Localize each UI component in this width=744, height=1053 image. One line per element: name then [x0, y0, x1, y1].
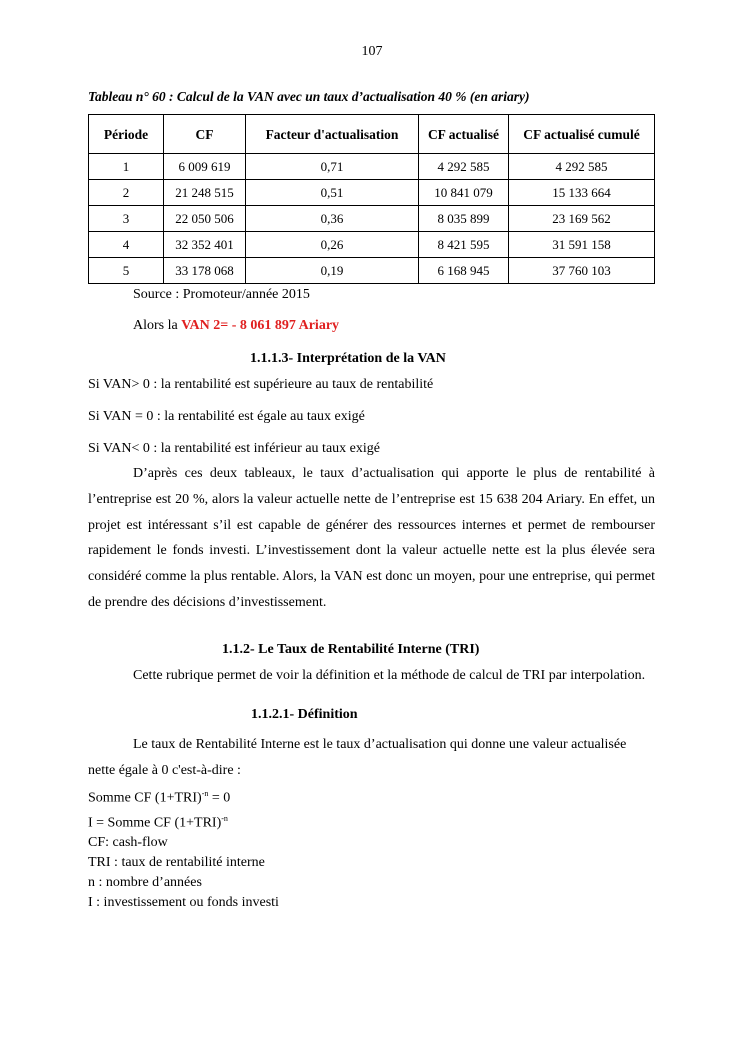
cell-cf-actualise: 10 841 079: [419, 180, 509, 206]
formula-tri-exponent: -n: [201, 789, 209, 798]
formula-investment-base: I = Somme CF (1+TRI): [88, 815, 222, 831]
table-row: [89, 232, 655, 258]
cell-periode: 3: [89, 206, 164, 232]
cell-cf-cumule: 37 760 103: [509, 258, 655, 284]
cell-periode: 4: [89, 232, 164, 258]
cell-periode: 2: [89, 180, 164, 206]
cell-cf: 33 178 068: [164, 258, 246, 284]
van-result: [133, 318, 339, 334]
van-result-prefix: Alors la: [133, 318, 182, 333]
cell-cf-cumule: 23 169 562: [509, 206, 655, 232]
paragraph-tri-intro: Cette rubrique permet de voir la définition et la méthode de calcul de TRI par interpolation.: [133, 668, 646, 683]
van-table: [88, 114, 655, 284]
heading-tri: 1.1.2- Le Taux de Rentabilité Interne (TRI): [222, 642, 480, 657]
table-row: [89, 154, 655, 180]
van-result-value: VAN 2= - 8 061 897 Ariary: [181, 318, 340, 333]
table-row: [89, 206, 655, 232]
formulas-block: [88, 784, 279, 913]
cell-facteur: 0,19: [246, 258, 419, 284]
table-row: [89, 258, 655, 284]
formula-tri-base: Somme CF (1+TRI): [88, 790, 202, 806]
cell-facteur: 0,51: [246, 180, 419, 206]
cell-cf-cumule: 15 133 664: [509, 180, 655, 206]
rule-positive: Si VAN> 0 : la rentabilité est supérieure au taux de rentabilité: [88, 377, 434, 392]
definition-tri: TRI : taux de rentabilité interne: [88, 855, 265, 871]
paragraph-conclusion: D’après ces deux tableaux, le taux d’actualisation qui apporte le plus de rentabilité à l’entreprise est 20 %, alors la valeur actuelle nette de l’entreprise est 15 638 204 Ariary. En effet, un projet est intéressant s’il est capable de générer des ressources internes et permet de rembourser rapidement le fonds investi. L’investissement dont la valeur actuelle nette est la plus élevée sera considéré comme la plus rentable. Alors, la VAN est donc un moyen, pour une entreprise, qui permet de prendre des décisions d’investissement.: [88, 466, 655, 610]
formula-tri-tail: = 0: [208, 790, 231, 806]
cell-cf-actualise: 8 035 899: [419, 206, 509, 232]
cell-cf-actualise: 4 292 585: [419, 154, 509, 180]
header-periode: Période: [89, 115, 164, 154]
cell-cf: 32 352 401: [164, 232, 246, 258]
formula-investment-exponent: -n: [221, 813, 228, 823]
cell-facteur: 0,26: [246, 232, 419, 258]
heading-interpretation: 1.1.1.3- Interprétation de la VAN: [250, 351, 446, 366]
cell-cf: 6 009 619: [164, 154, 246, 180]
table-caption: Tableau n° 60 : Calcul de la VAN avec un taux d’actualisation 40 % (en ariary): [88, 89, 530, 104]
paragraph-definition: Le taux de Rentabilité Interne est le taux d’actualisation qui donne une valeur actualisée nette égale à 0 c'est-à-dire :: [88, 737, 627, 778]
definition-i: I : investissement ou fonds investi: [88, 895, 279, 911]
formula-investment: [88, 809, 279, 834]
definition-cf: CF: cash-flow: [88, 835, 168, 851]
definition-n: n : nombre d’années: [88, 875, 202, 891]
cell-cf: 22 050 506: [164, 206, 246, 232]
cell-cf-actualise: 8 421 595: [419, 232, 509, 258]
header-cf-cumule: CF actualisé cumulé: [509, 115, 655, 154]
table-source: Source : Promoteur/année 2015: [133, 287, 310, 302]
header-facteur: Facteur d'actualisation: [246, 115, 419, 154]
page-number: 107: [361, 44, 383, 59]
cell-facteur: 0,71: [246, 154, 419, 180]
header-cf: CF: [164, 115, 246, 154]
cell-periode: 5: [89, 258, 164, 284]
heading-definition: 1.1.2.1- Définition: [251, 707, 358, 722]
cell-cf-actualise: 6 168 945: [419, 258, 509, 284]
header-cf-actualise: CF actualisé: [419, 115, 509, 154]
cell-cf: 21 248 515: [164, 180, 246, 206]
table-row: [89, 180, 655, 206]
rule-zero: Si VAN = 0 : la rentabilité est égale au taux exigé: [88, 409, 365, 424]
cell-cf-cumule: 4 292 585: [509, 154, 655, 180]
cell-periode: 1: [89, 154, 164, 180]
rule-negative: Si VAN< 0 : la rentabilité est inférieur au taux exigé: [88, 441, 380, 456]
formula-tri: [88, 784, 279, 809]
cell-cf-cumule: 31 591 158: [509, 232, 655, 258]
table-header-row: [89, 115, 655, 154]
cell-facteur: 0,36: [246, 206, 419, 232]
